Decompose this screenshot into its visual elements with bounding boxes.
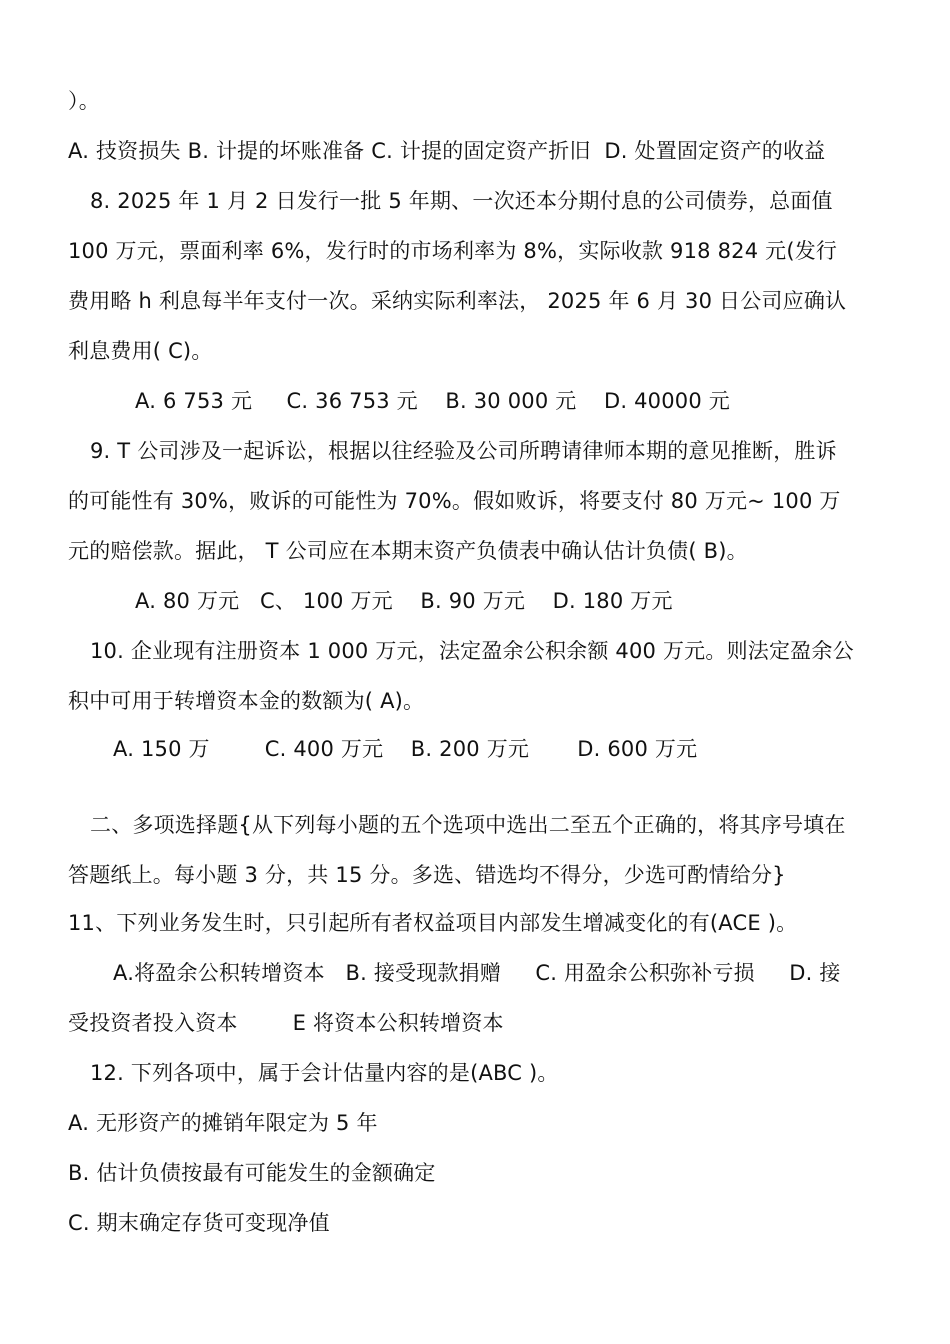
text-line-23: C. 期末确定存货可变现净值 [68,1211,330,1235]
text-line-6: 利息费用( C)。 [68,339,213,363]
text-line-14: A. 150 万 C. 400 万元 B. 200 万元 D. 600 万元 [113,737,698,761]
text-line-4: 100 万元，票面利率 6%，发行时的市场利率为 8%，实际收款 918 824 元(发行 [68,239,838,263]
text-line-16: 答题纸上。每小题 3 分，共 15 分。多选、错选均不得分，少选可酌情给分} [68,863,786,887]
text-line-21: A. 无形资产的摊销年限定为 5 年 [68,1111,378,1135]
text-line-15: 二、多项选择题{从下列每小题的五个选项中选出二至五个正确的，将其序号填在 [90,813,846,837]
text-line-10: 元的赔偿款。据此， T 公司应在本期末资产负债表中确认估计负债( B)。 [68,539,748,563]
text-line-7: A. 6 753 元 C. 36 753 元 B. 30 000 元 D. 40000 元 [135,389,731,413]
text-line-3: 8. 2025 年 1 月 2 日发行一批 5 年期、一次还本分期付息的公司债券，总面值 [90,189,833,213]
text-line-12: 10. 企业现有注册资本 1 000 万元，法定盈余公积余额 400 万元。则法定盈余公 [90,639,854,663]
text-line-19: 受投资者投入资本 E 将资本公积转增资本 [68,1011,504,1035]
text-line-2: A. 技资损失 B. 计提的坏账准备 C. 计提的固定资产折旧 D. 处置固定资产的收益 [68,139,826,163]
text-line-5: 费用略 h 利息每半年支付一次。采纳实际利率法， 2025 年 6 月 30 日公司应确认 [68,289,847,313]
text-line-1: ）。 [68,89,100,113]
text-line-20: 12. 下列各项中，属于会计估量内容的是(ABC )。 [90,1061,559,1085]
text-line-9: 的可能性有 30%，败诉的可能性为 70%。假如败诉，将要支付 80 万元~ 100 万 [68,489,841,513]
text-line-17: 11、下列业务发生时，只引起所有者权益项目内部发生增减变化的有(ACE )。 [68,911,798,935]
text-line-22: B. 估计负债按最有可能发生的金额确定 [68,1161,436,1185]
text-line-18: A.将盈余公积转增资本 B. 接受现款捐赠 C. 用盈余公积弥补亏损 D. 接 [113,961,841,985]
text-line-11: A. 80 万元 C、 100 万元 B. 90 万元 D. 180 万元 [135,589,673,613]
text-line-8: 9. T 公司涉及一起诉讼，根据以往经验及公司所聘请律师本期的意见推断，胜诉 [90,439,837,463]
text-line-13: 积中可用于转增资本金的数额为( A)。 [68,689,425,713]
